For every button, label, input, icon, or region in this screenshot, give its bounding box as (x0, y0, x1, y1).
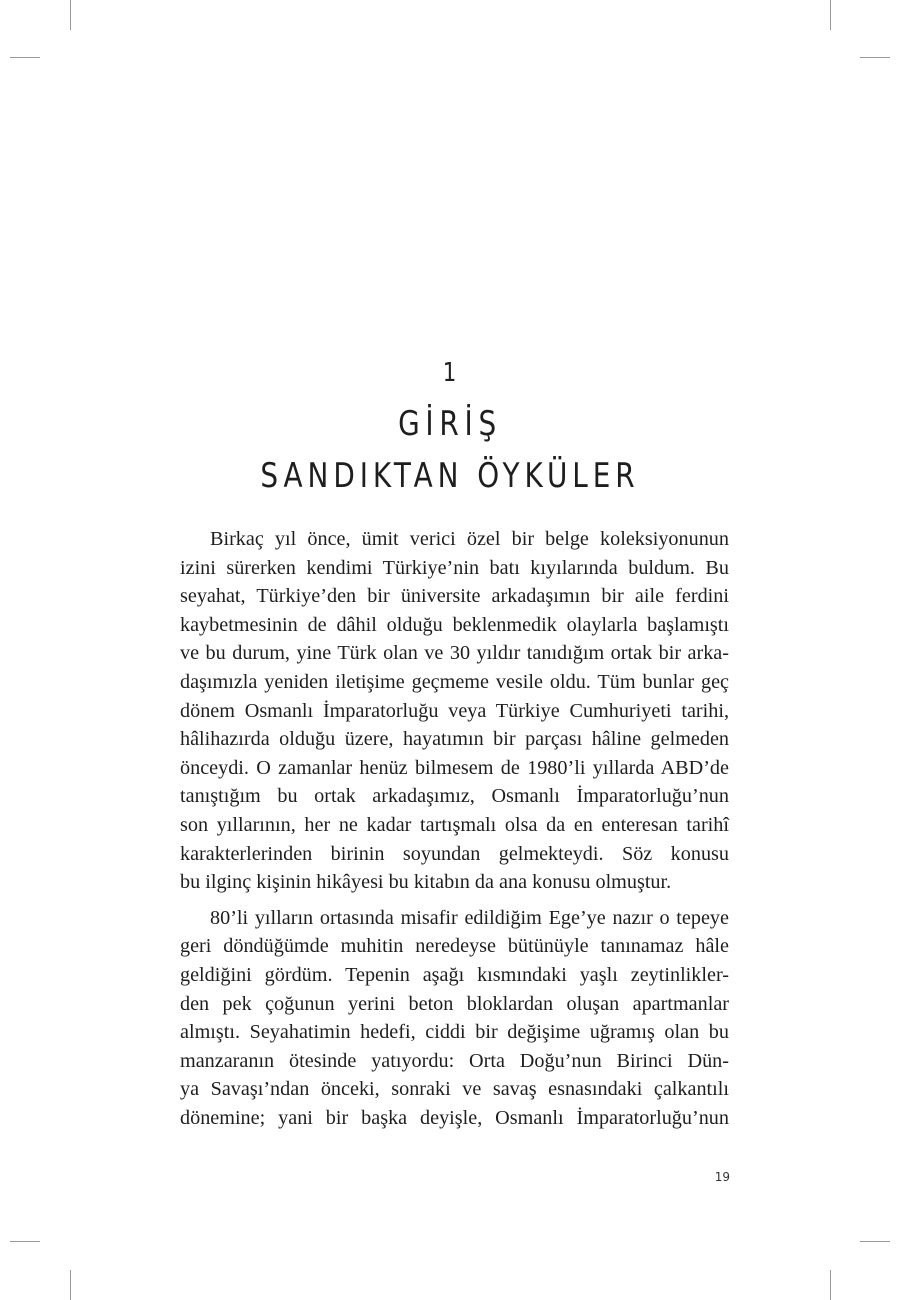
text-line: hâlihazırda olduğu üzere, hayatımın bir parçası hâline gelmeden (180, 728, 729, 751)
chapter-title: GİRİŞ (398, 404, 502, 444)
crop-mark-top-left (70, 0, 71, 30)
crop-mark-left-bottom (10, 1241, 40, 1242)
text-line: önceydi. O zamanlar henüz bilmesem de 1980’li yıllarda ABD’de (180, 756, 729, 779)
text-line: daşımızla yeniden iletişime geçmeme vesile oldu. Tüm bunlar geç (180, 670, 729, 693)
paragraph-1 (180, 525, 729, 897)
text-line: manzaranın ötesinde yatıyordu: Orta Doğu’nun Birinci Dün- (180, 1049, 729, 1072)
text-line: geri döndüğümde muhitin neredeyse bütünüyle tanınamaz hâle (180, 935, 729, 958)
crop-mark-left-top (10, 57, 40, 58)
text-line: dönemine; yani bir başka deyişle, Osmanlı İmparatorluğu’nun (180, 1106, 729, 1129)
text-line: tanıştığım bu ortak arkadaşımız, Osmanlı İmparatorluğu’nun (180, 785, 729, 808)
text-line: 80’li yılların ortasında misafir edildiğim Ege’ye nazır o tepeye (210, 906, 729, 929)
body-text (180, 525, 729, 1132)
text-line: seyahat, Türkiye’den bir üniversite arkadaşımın bir aile ferdini (180, 585, 729, 608)
text-line: dönem Osmanlı İmparatorluğu veya Türkiye Cumhuriyeti tarihi, (180, 699, 729, 722)
crop-mark-top-right (830, 0, 831, 30)
chapter-subtitle: SANDIKTAN ÖYKÜLER (260, 456, 640, 496)
crop-mark-right-bottom (860, 1241, 890, 1242)
text-line: den pek çoğunun yerini beton bloklardan oluşan apartmanlar (180, 992, 729, 1015)
page-number: 19 (714, 1170, 730, 1184)
text-line: son yıllarının, her ne kadar tartışmalı olsa da en enteresan tarihî (180, 813, 729, 836)
text-line: izini sürerken kendimi Türkiye’nin batı kıyılarında buldum. Bu (180, 556, 729, 579)
text-line: almıştı. Seyahatimin hedefi, ciddi bir değişime uğramış olan bu (180, 1021, 729, 1044)
text-line: geldiğini gördüm. Tepenin aşağı kısmındaki yaşlı zeytinlikler- (180, 963, 729, 986)
text-line: ve bu durum, yine Türk olan ve 30 yıldır tanıdığım ortak bir arka- (180, 642, 729, 665)
text-line: bu ilginç kişinin hikâyesi bu kitabın da ana konusu olmuştur. (180, 871, 672, 894)
text-line: ya Savaşı’ndan önceki, sonraki ve savaş esnasındaki çalkantılı (180, 1078, 729, 1101)
text-line: Birkaç yıl önce, ümit verici özel bir belge koleksiyonunun (210, 528, 729, 550)
text-line: kaybetmesinin de dâhil olduğu beklenmedik olaylarla başlamıştı (180, 613, 729, 636)
crop-mark-bottom-left (70, 1270, 71, 1300)
paragraph-2 (180, 904, 729, 1133)
text-line: karakterlerinden birinin soyundan gelmekteydi. Söz konusu (180, 842, 729, 865)
chapter-number: 1 (442, 358, 458, 388)
crop-mark-bottom-right (830, 1270, 831, 1300)
crop-mark-right-top (860, 57, 890, 58)
